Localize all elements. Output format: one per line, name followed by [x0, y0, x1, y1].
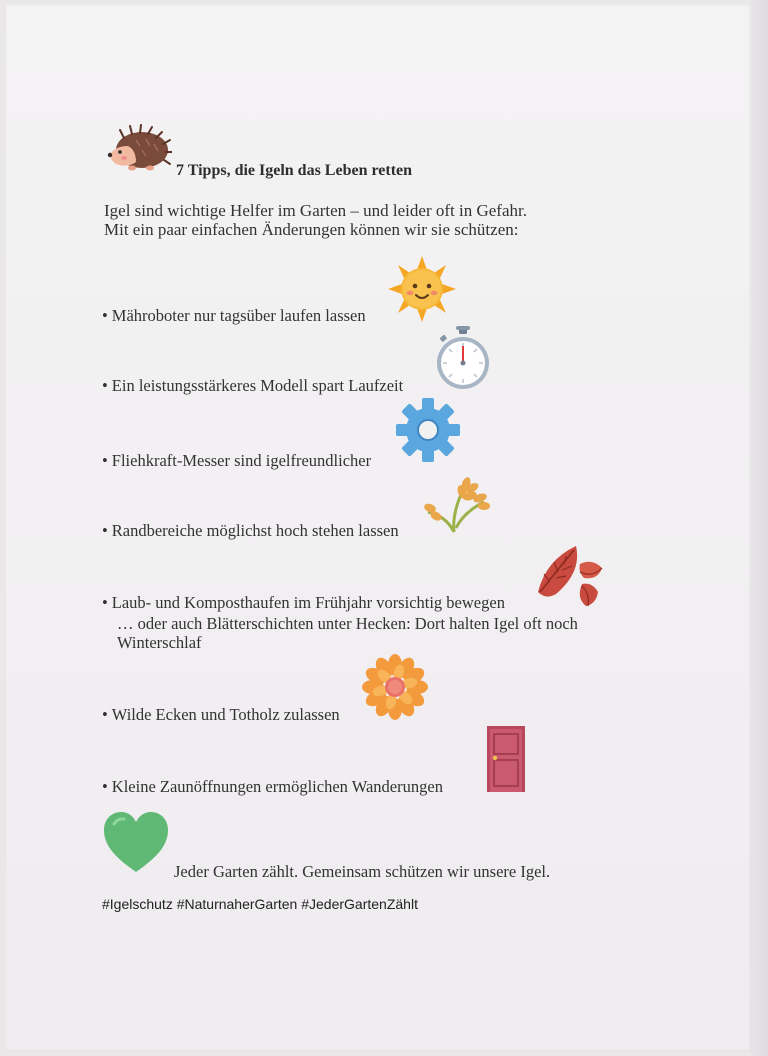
tip-item: [102, 777, 443, 797]
intro-text: [104, 201, 527, 239]
page-title: 7 Tipps, die Igeln das Leben retten: [176, 162, 413, 179]
bullet: •: [102, 777, 108, 796]
bullet: •: [102, 705, 108, 724]
tip-subtext-line-1: … oder auch Blätterschichten unter Hecken: Dort halten Igel oft noch: [117, 614, 578, 633]
tip-text: Laub- und Komposthaufen im Frühjahr vorsichtig bewegen: [111, 593, 505, 612]
flower-icon: [362, 654, 428, 720]
intro-line-2: Mit ein paar einfachen Änderungen können wir sie schützen:: [104, 220, 519, 239]
intro-line-1: Igel sind wichtige Helfer im Garten – und leider oft in Gefahr.: [104, 201, 527, 220]
tip-text: Kleine Zaunöffnungen ermöglichen Wanderungen: [111, 777, 443, 796]
hashtags: #Igelschutz #NaturnaherGarten #JederGartenZählt: [102, 896, 418, 912]
tip-item: [102, 306, 366, 326]
stopwatch-icon: [434, 326, 492, 392]
tip-text: Ein leistungsstärkeres Modell spart Laufzeit: [111, 376, 404, 395]
green-heart-icon: [102, 810, 170, 874]
tip-text: Wilde Ecken und Totholz zulassen: [111, 705, 340, 724]
bullet: •: [102, 451, 108, 470]
closing-text: Jeder Garten zählt. Gemeinsam schützen wir unsere Igel.: [174, 862, 551, 881]
tip-subtext-line-2: Winterschlaf: [117, 633, 202, 652]
gear-icon: [396, 398, 460, 462]
sun-icon: [388, 256, 456, 322]
tip-item: [102, 521, 399, 541]
bullet: •: [102, 521, 108, 540]
paper-edge: [752, 0, 768, 1056]
tip-item: [102, 376, 403, 396]
bullet: •: [102, 593, 108, 612]
tip-text: Randbereiche möglichst hoch stehen lassen: [111, 521, 399, 540]
bullet: •: [102, 306, 108, 325]
tip-text: Mähroboter nur tagsüber laufen lassen: [111, 306, 366, 325]
door-icon: [487, 726, 525, 792]
grain-icon: [424, 472, 490, 534]
hedgehog-icon: [106, 124, 172, 174]
tip-item: [102, 705, 340, 725]
bullet: •: [102, 376, 108, 395]
leaves-icon: [536, 542, 606, 608]
tip-text: Fliehkraft-Messer sind igelfreundlicher: [111, 451, 372, 470]
tip-item: [102, 451, 371, 471]
tip-item: [102, 593, 505, 613]
